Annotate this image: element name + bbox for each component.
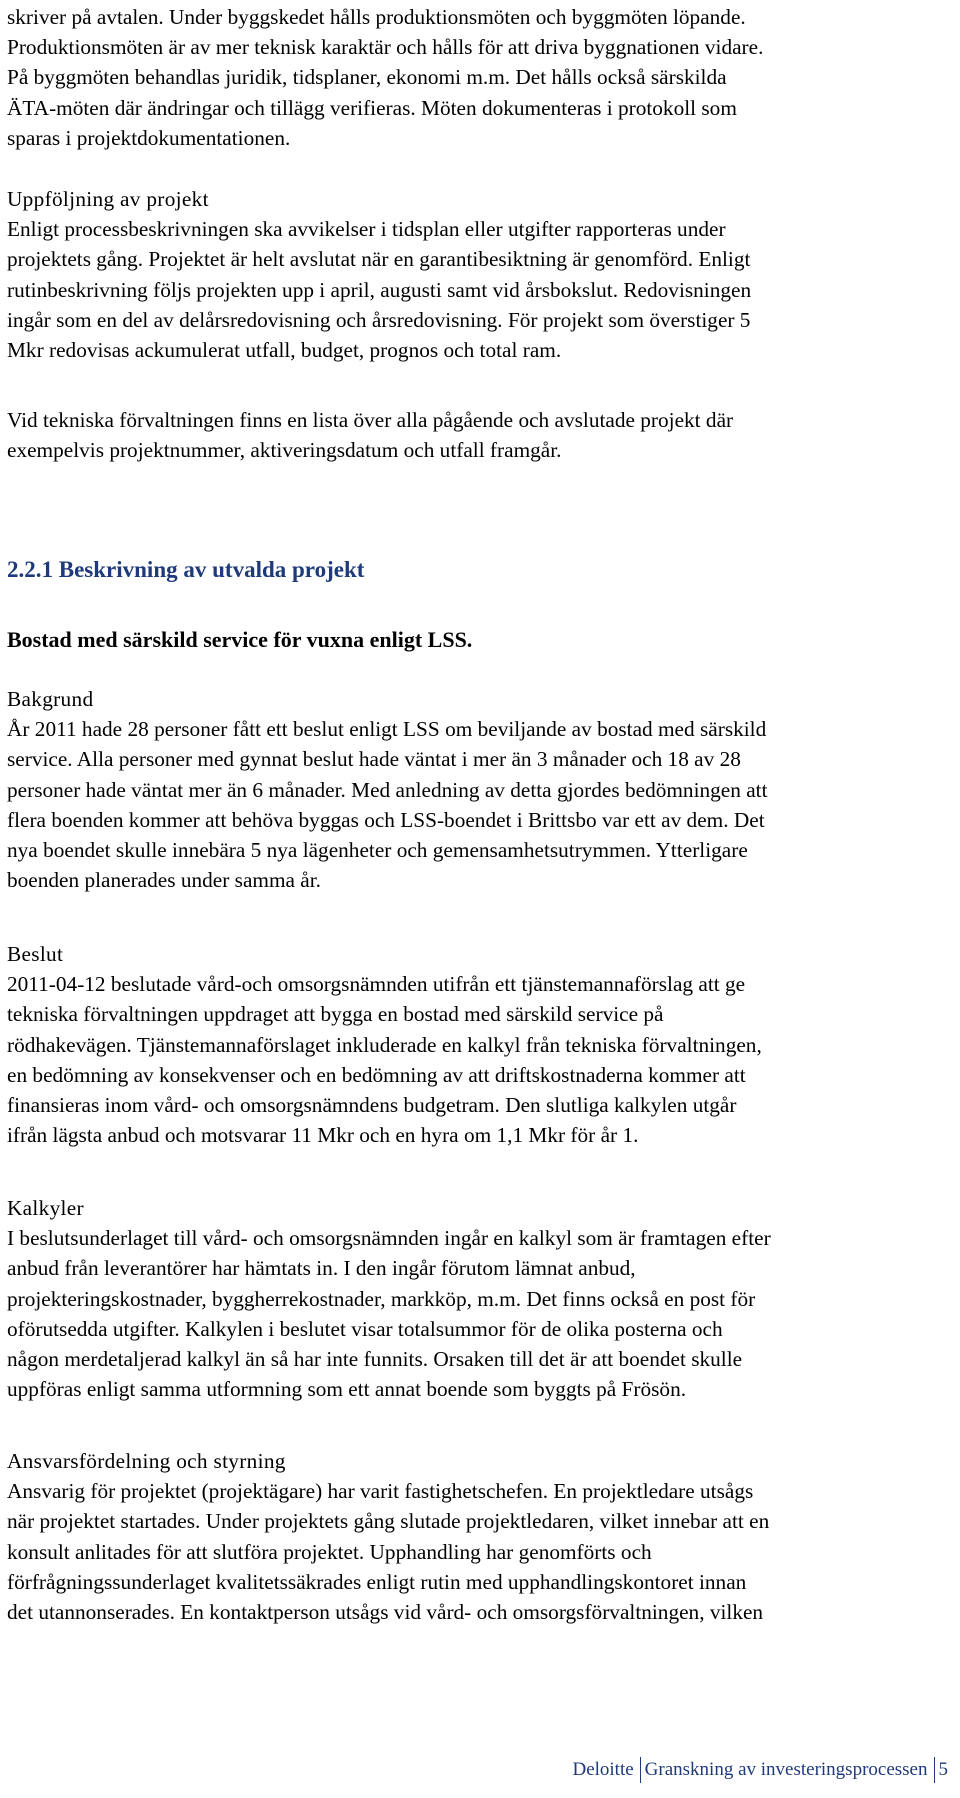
- text-line: flera boenden kommer att behöva byggas och LSS-boendet i Brittsbo var ett av dem. Det: [7, 807, 765, 832]
- text-line: skriver på avtalen. Under byggskedet hålls produktionsmöten och byggmöten löpande.: [7, 5, 746, 29]
- text-line: ingår som en del av delårsredovisning och årsredovisning. För projekt som överstiger 5: [7, 307, 751, 332]
- paragraph-text: [7, 2, 952, 153]
- paragraph-text: [7, 1476, 952, 1627]
- paragraph-text: [7, 969, 952, 1150]
- text-line: ifrån lägsta anbud och motsvarar 11 Mkr och en hyra om 1,1 Mkr för år 1.: [7, 1123, 639, 1148]
- text-line: projektets gång. Projektet är helt avslutat när en garantibesiktning är genomförd. Enligt: [7, 247, 751, 272]
- text-line: tekniska förvaltningen uppdraget att bygga en bostad med särskild service på: [7, 1002, 664, 1027]
- ansvar-section: [7, 1446, 952, 1627]
- text-line: när projektet startades. Under projektets gång slutade projektledaren, vilket innebar att en: [7, 1509, 770, 1534]
- text-line: konsult anlitades för att slutföra projektet. Upphandling har genomförts och: [7, 1539, 652, 1564]
- text-line: förfrågningssunderlaget kvalitetssäkrades enligt rutin med upphandlingskontoret innan: [7, 1569, 747, 1594]
- text-line: ÄTA-möten där ändringar och tillägg verifieras. Möten dokumenteras i protokoll som: [7, 95, 737, 120]
- text-line: en bedömning av konsekvenser och en bedömning av att driftskostnaderna kommer att: [7, 1062, 746, 1087]
- uppfoljning-section: [7, 184, 952, 365]
- text-line: 2011-04-12 beslutade vård-och omsorgsnämnden utifrån ett tjänstemannaförslag att ge: [7, 972, 746, 997]
- text-line: finansieras inom vård- och omsorgsnämndens budgetram. Den slutliga kalkylen utgår: [7, 1093, 737, 1118]
- paragraph-text: [7, 214, 952, 365]
- text-line: oförutsedda utgifter. Kalkylen i beslutet visar totalsummor för de olika posterna och: [7, 1316, 723, 1341]
- text-line: någon merdetaljerad kalkyl än så har inte funnits. Orsaken till det är att boendet skulle: [7, 1347, 743, 1372]
- text-line: anbud från leverantörer har hämtats in. I den ingår förutom lämnat anbud,: [7, 1256, 636, 1281]
- text-line: Vid tekniska förvaltningen finns en lista över alla pågående och avslutade projekt där: [7, 408, 734, 432]
- paragraph-text: [7, 405, 952, 465]
- paragraph-text: [7, 1223, 952, 1404]
- intro-paragraph: [7, 2, 952, 153]
- text-line: rutinbeskrivning följs projekten upp i april, augusti samt vid årsbokslut. Redovisningen: [7, 277, 752, 302]
- text-line: nya boendet skulle innebära 5 nya lägenheter och gemensamhetsutrymmen. Ytterligare: [7, 838, 748, 863]
- text-line: År 2011 hade 28 personer fått ett beslut enligt LSS om beviljande av bostad med särskild: [7, 717, 767, 742]
- kalkyler-section: [7, 1193, 952, 1404]
- bakgrund-heading: Bakgrund: [7, 687, 94, 711]
- footer-page-number: 5: [938, 1759, 948, 1780]
- text-line: I beslutsunderlaget till vård- och omsorgsnämnden ingår en kalkyl som är framtagen efter: [7, 1226, 771, 1251]
- kalkyler-heading: Kalkyler: [7, 1196, 84, 1220]
- uppfoljning-heading: Uppföljning av projekt: [7, 187, 209, 211]
- beslut-heading: Beslut: [7, 942, 64, 966]
- text-line: personer hade väntat mer än 6 månader. Med anledning av detta gjordes bedömningen att: [7, 777, 768, 802]
- project-title: Bostad med särskild service för vuxna enligt LSS.: [7, 627, 473, 652]
- beslut-section: [7, 939, 952, 1150]
- text-line: Mkr redovisas ackumulerat utfall, budget, prognos och total ram.: [7, 338, 562, 363]
- paragraph-text: [7, 714, 952, 895]
- section-heading: 2.2.1 Beskrivning av utvalda projekt: [7, 557, 365, 582]
- text-line: uppföras enligt samma utformning som ett annat boende som byggts på Frösön.: [7, 1377, 687, 1402]
- text-line: projekteringskostnader, byggherrekostnader, markköp, m.m. Det finns också en post för: [7, 1286, 756, 1311]
- footer-company: Deloitte: [572, 1759, 634, 1780]
- text-line: sparas i projektdokumentationen.: [7, 125, 291, 150]
- text-line: På byggmöten behandlas juridik, tidsplaner, ekonomi m.m. Det hålls också särskilda: [7, 65, 727, 90]
- footer-divider: [640, 1757, 641, 1783]
- text-line: Enligt processbeskrivningen ska avvikelser i tidsplan eller utgifter rapporteras under: [7, 217, 726, 242]
- text-line: exempelvis projektnummer, aktiveringsdatum och utfall framgår.: [7, 438, 562, 463]
- text-line: rödhakevägen. Tjänstemannaförslaget inkluderade en kalkyl från tekniska förvaltningen,: [7, 1032, 762, 1057]
- page-footer: [572, 1757, 948, 1783]
- text-line: boenden planerades under samma år.: [7, 868, 322, 893]
- text-line: det utannonserades. En kontaktperson utsågs vid vård- och omsorgsförvaltningen, vilken: [7, 1600, 764, 1625]
- footer-divider: [934, 1757, 935, 1783]
- footer-report-title: Granskning av investeringsprocessen: [644, 1759, 928, 1780]
- lista-paragraph: [7, 405, 952, 465]
- text-line: Produktionsmöten är av mer teknisk karaktär och hålls för att driva byggnationen vidare.: [7, 35, 764, 60]
- text-line: Ansvarig för projektet (projektägare) har varit fastighetschefen. En projektledare utsågs: [7, 1479, 754, 1504]
- bakgrund-section: [7, 684, 952, 895]
- ansvar-heading: Ansvarsfördelning och styrning: [7, 1449, 286, 1473]
- text-line: service. Alla personer med gynnat beslut hade väntat i mer än 3 månader och 18 av 28: [7, 747, 741, 772]
